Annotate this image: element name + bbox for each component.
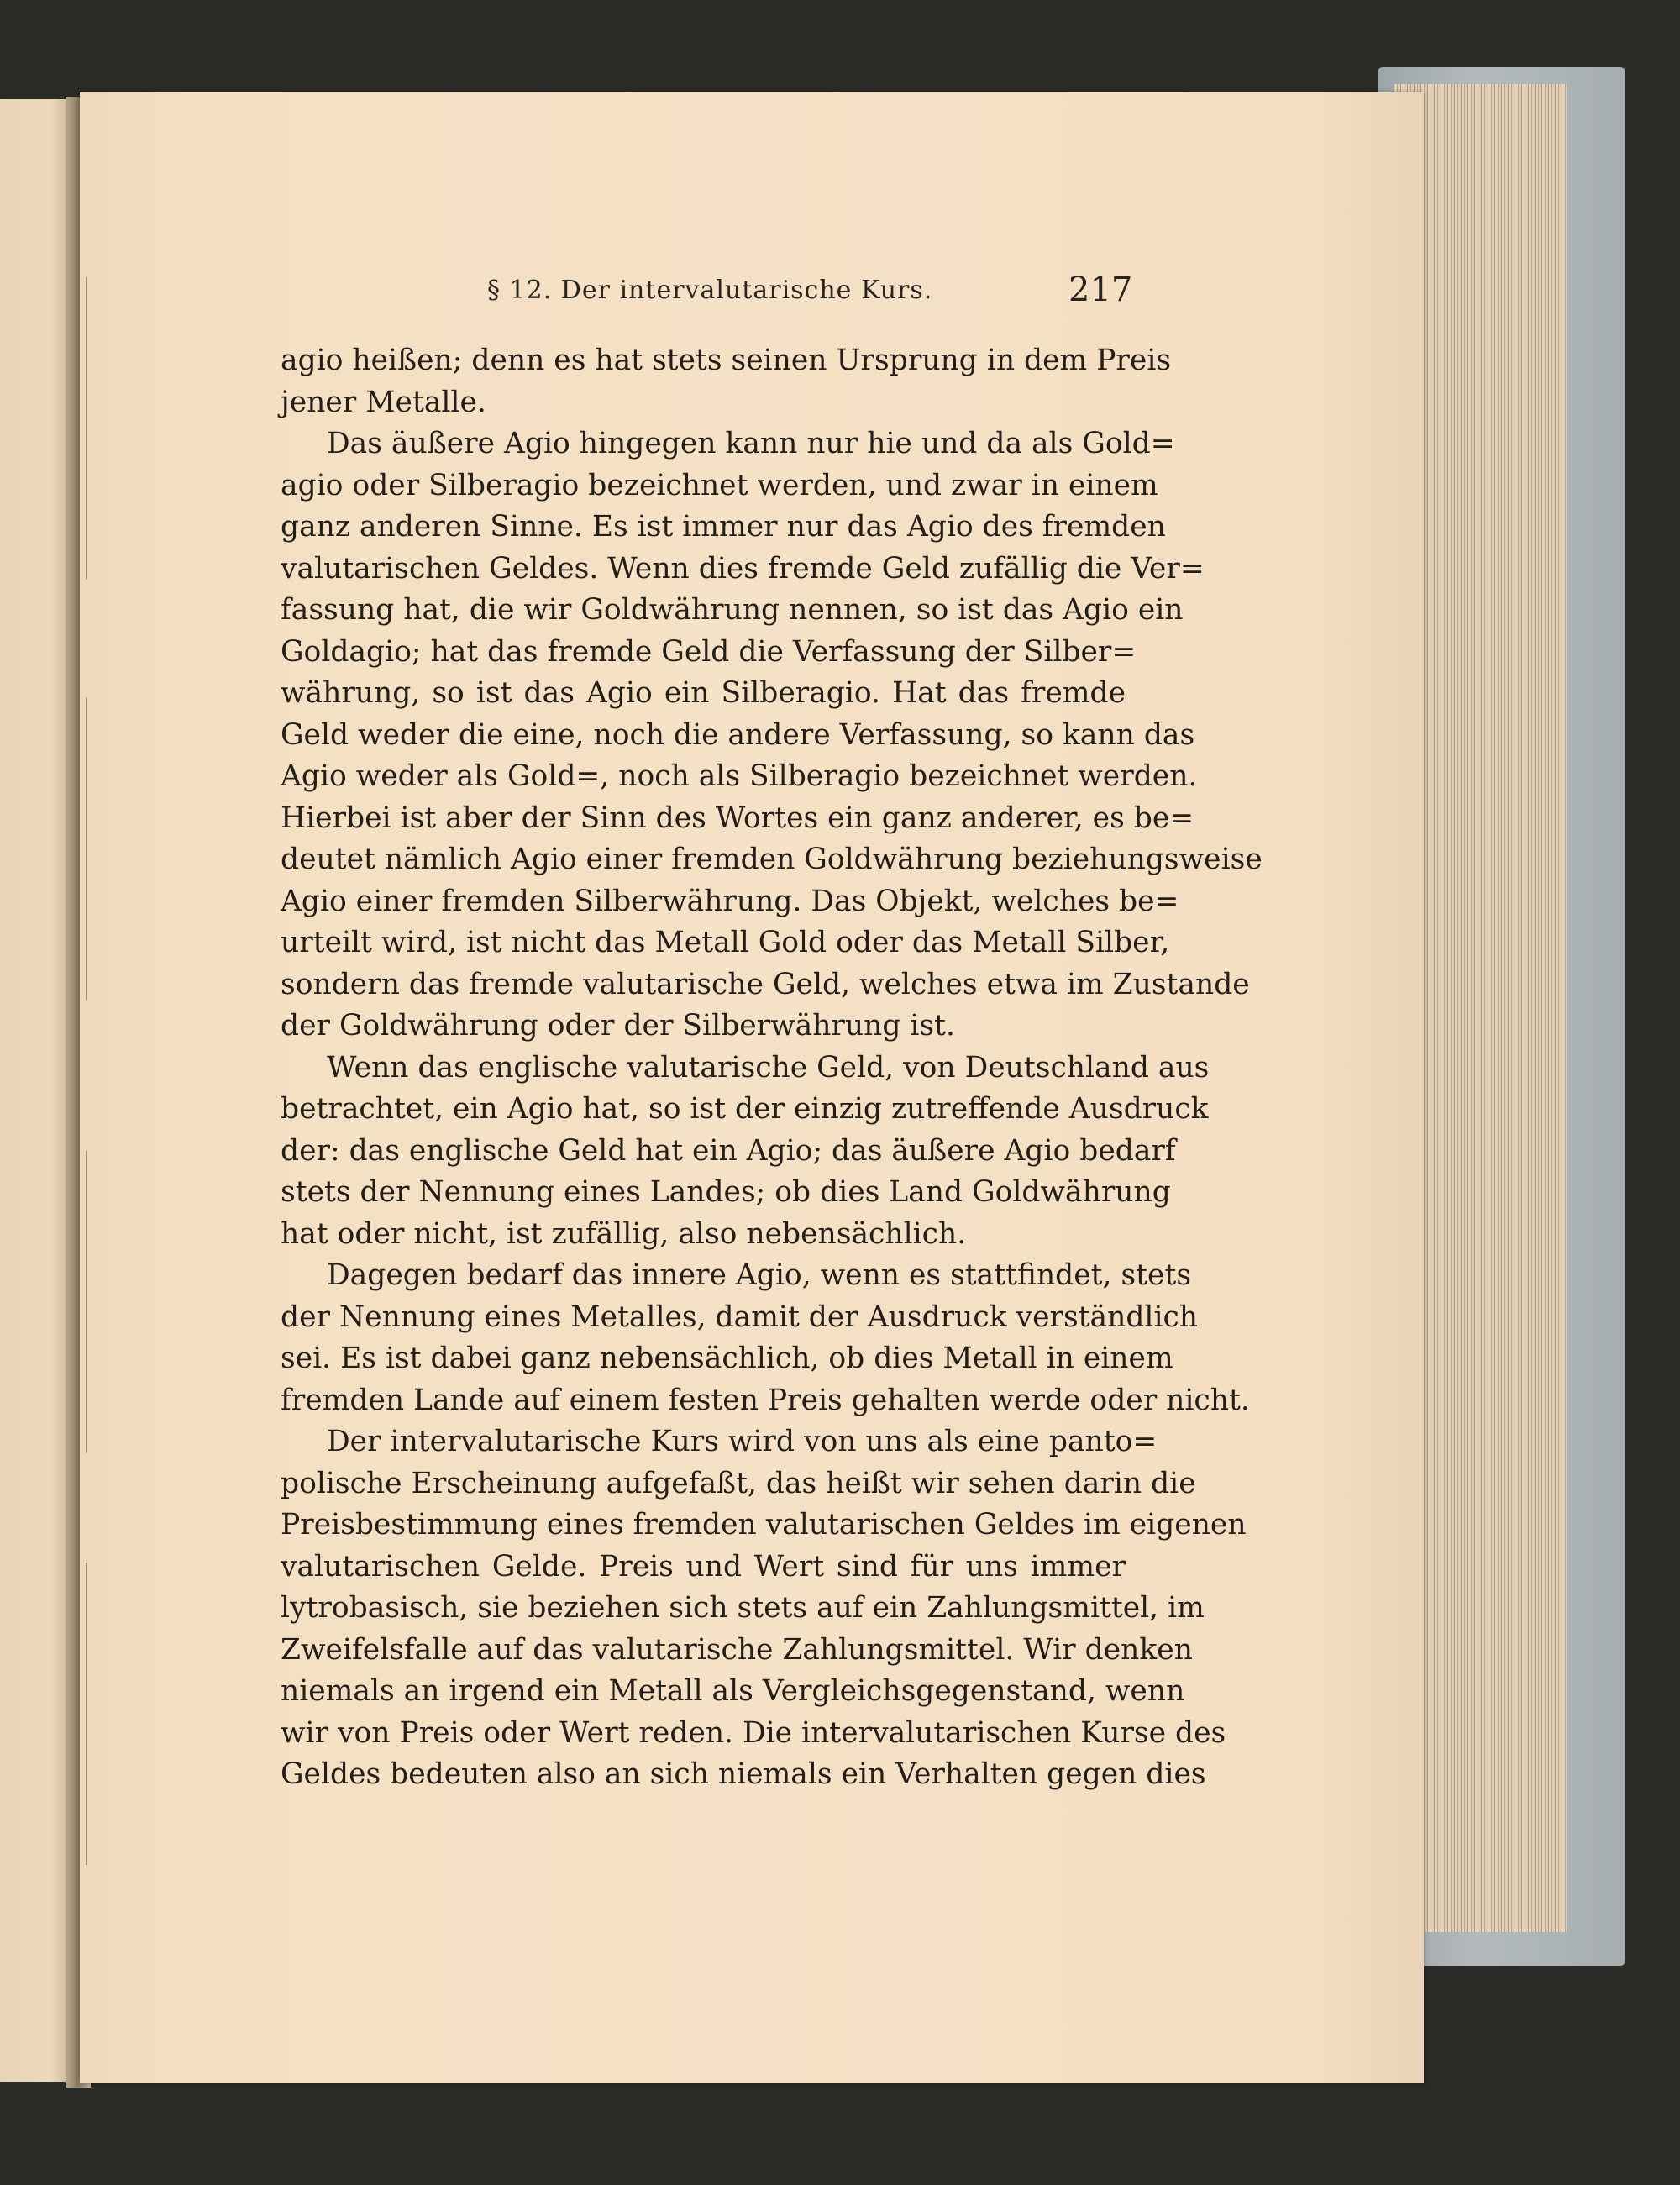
text-line: der Nennung eines Metalles, damit der Ausdruck verständlich [281,1300,1199,1334]
text-line: betrachtet, ein Agio hat, so ist der einzig zutreffende Ausdruck [281,1092,1209,1126]
text-line: Zweifelsfalle auf das valutarische Zahlungsmittel. Wir denken [281,1632,1193,1667]
text-line: deutet nämlich Agio einer fremden Goldwährung beziehungsweise [281,843,1263,876]
page-number: 217 [1068,270,1133,309]
text-line: Hierbei ist aber der Sinn des Wortes ein ganz anderer, es be= [281,801,1194,835]
text-line: Geldes bedeuten also an sich niemals ein Verhalten gegen dies [281,1757,1206,1791]
text-line: hat oder nicht, ist zufällig, also nebensächlich. [281,1216,967,1251]
text-line: Wenn das englische valutarische Geld, von Deutschland aus [327,1050,1210,1085]
text-line: Das äußere Agio hingegen kann nur hie und da als Gold= [327,427,1175,460]
text-line: der: das englische Geld hat ein Agio; das äußere Agio bedarf [281,1133,1176,1168]
text-line: valutarischen Geldes. Wenn dies fremde Geld zufällig die Ver= [281,551,1205,586]
text-line: Preisbestimmung eines fremden valutarischen Geldes im eigenen [281,1508,1247,1542]
text-line: sondern das fremde valutarische Geld, welches etwa im Zustande [281,967,1250,1001]
text-line: fassung hat, die wir Goldwährung nennen, so ist das Agio ein [281,593,1184,627]
text-line: niemals an irgend ein Metall als Vergleichsgegenstand, wenn [281,1674,1185,1708]
text-line: sei. Es ist dabei ganz nebensächlich, ob dies Metall in einem [281,1342,1173,1375]
text-line: wir von Preis oder Wert reden. Die intervalutarischen Kurse des [281,1715,1226,1750]
text-line: urteilt wird, ist nicht das Metall Gold oder das Metall Silber, [281,926,1170,959]
text-line: Goldagio; hat das fremde Geld die Verfassung der Silber= [281,634,1137,669]
text-line: agio heißen; denn es hat stets seinen Ursprung in dem Preis [281,344,1172,377]
text-line: fremden Lande auf einem festen Preis gehalten werde oder nicht. [281,1383,1250,1417]
text-line: Agio weder als Gold=, noch als Silberagio bezeichnet werden. [281,759,1198,793]
text-line: jener Metalle. [281,385,486,419]
text-line: Geld weder die eine, noch die andere Verfassung, so kann das [281,717,1195,752]
binding-thread [86,1563,87,1865]
text-line: Der intervalutarische Kurs wird von uns als eine panto= [327,1425,1158,1458]
text-line: der Goldwährung oder der Silberwährung ist. [281,1009,955,1043]
text-line: ganz anderen Sinne. Es ist immer nur das Agio des fremden [281,510,1166,544]
text-line: währung, so ist das Agio ein Silberagio. Hat das fremde [281,676,1126,710]
body-text [281,340,1263,1796]
text-line: Dagegen bedarf das innere Agio, wenn es stattfindet, stets [327,1258,1192,1292]
text-line: lytrobasisch, sie beziehen sich stets auf ein Zahlungsmittel, im [281,1591,1205,1625]
text-line: stets der Nennung eines Landes; ob dies Land Goldwährung [281,1175,1171,1209]
facing-page-edge [0,99,71,2082]
running-header: § 12. Der intervalutarische Kurs. [487,276,933,305]
binding-thread [86,1151,87,1453]
binding-thread [86,697,87,1000]
text-line: polische Erscheinung aufgefaßt, das heißt wir sehen darin die [281,1466,1196,1500]
text-line: Agio einer fremden Silberwährung. Das Objekt, welches be= [281,884,1179,918]
text-line: valutarischen Gelde. Preis und Wert sind für uns immer [281,1549,1126,1584]
binding-thread [86,277,87,580]
text-line: agio oder Silberagio bezeichnet werden, und zwar in einem [281,468,1158,502]
